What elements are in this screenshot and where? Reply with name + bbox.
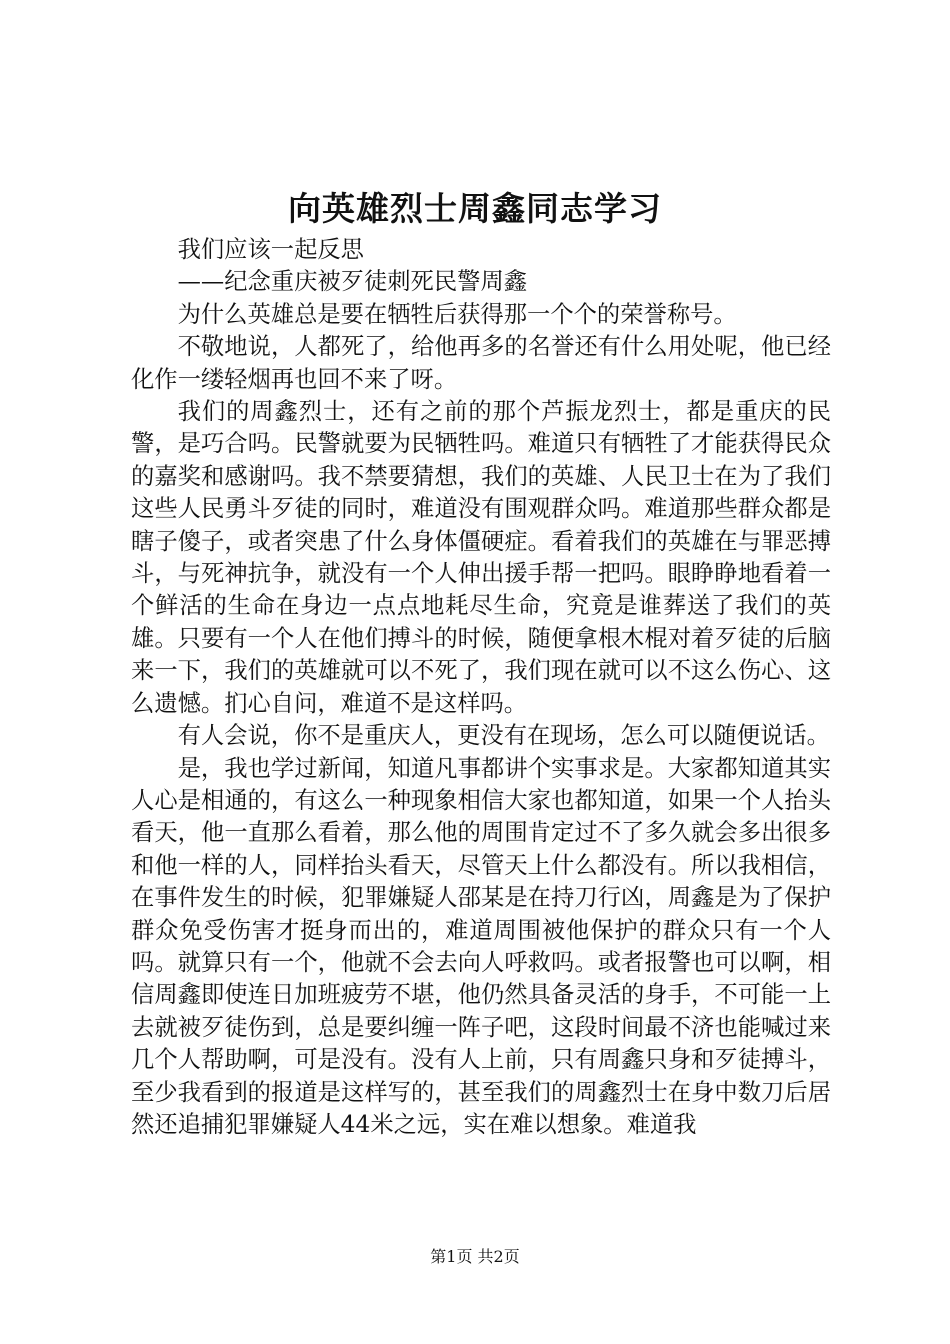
paragraph: 为什么英雄总是要在牺牲后获得那一个个的荣誉称号。 xyxy=(177,300,737,328)
paragraph-subtitle: 我们应该一起反思 xyxy=(177,236,364,263)
page-footer: 第1页 共2页 xyxy=(430,1247,520,1266)
paragraph-dedication: ——纪念重庆被歹徒刺死民警周鑫 xyxy=(177,268,528,296)
paragraph: 不敬地说，人都死了，给他再多的名誉还有什么用处呢，他已经化作一缕轻烟再也回不来了呀。 xyxy=(131,333,831,393)
document-title: 向英雄烈士周鑫同志学习 xyxy=(288,189,662,228)
paragraph: 是，我也学过新闻，知道凡事都讲个实事求是。大家都知道其实人心是相通的，有这么一种现象相信大家也都知道，如果一个人抬头看天，他一直那么看着，那么他的周围肯定过不了多久就会多出很多和他一样的人，同样抬头看天，尽管天上什么都没有。所以我相信，在事件发生的时候，犯罪嫌疑人邵某是在持刀行凶，周鑫是为了保护群众免受伤害才挺身而出的，难道周围被他保护的群众只有一个人吗。就算只有一个，他就不会去向人呼救吗。或者报警也可以啊，相信周鑫即使连日加班疲劳不堪，他仍然具备灵活的身手，不可能一上去就被歹徒伤到，总是要纠缠一阵子吧，这段时间最不济也能喊过来几个人帮助啊，可是没有。没有人上前，只有周鑫只身和歹徒搏斗，至少我看到的报道是这样写的，甚至我们的周鑫烈士在身中数刀后居然还追捕犯罪嫌疑人44米之远，实在难以想象。难道我 xyxy=(131,754,831,1138)
paragraph: 有人会说，你不是重庆人，更没有在现场，怎么可以随便说话。 xyxy=(177,722,830,750)
document-body xyxy=(131,234,831,1141)
paragraph: 我们的周鑫烈士，还有之前的那个芦振龙烈士，都是重庆的民警，是巧合吗。民警就要为民牺牲吗。难道只有牺牲了才能获得民众的嘉奖和感谢吗。我不禁要猜想，我们的英雄、人民卫士在为了我们这些人民勇斗歹徒的同时，难道没有围观群众吗。难道那些群众都是瞎子傻子，或者突患了什么身体僵硬症。看着我们的英雄在与罪恶搏斗，与死神抗争，就没有一个人伸出援手帮一把吗。眼睁睁地看着一个鲜活的生命在身边一点点地耗尽生命，究竟是谁葬送了我们的英雄。只要有一个人在他们搏斗的时候，随便拿根木棍对着歹徒的后脑来一下，我们的英雄就可以不死了，我们现在就可以不这么伤心、这么遗憾。扪心自问，难道不是这样吗。 xyxy=(131,398,831,717)
